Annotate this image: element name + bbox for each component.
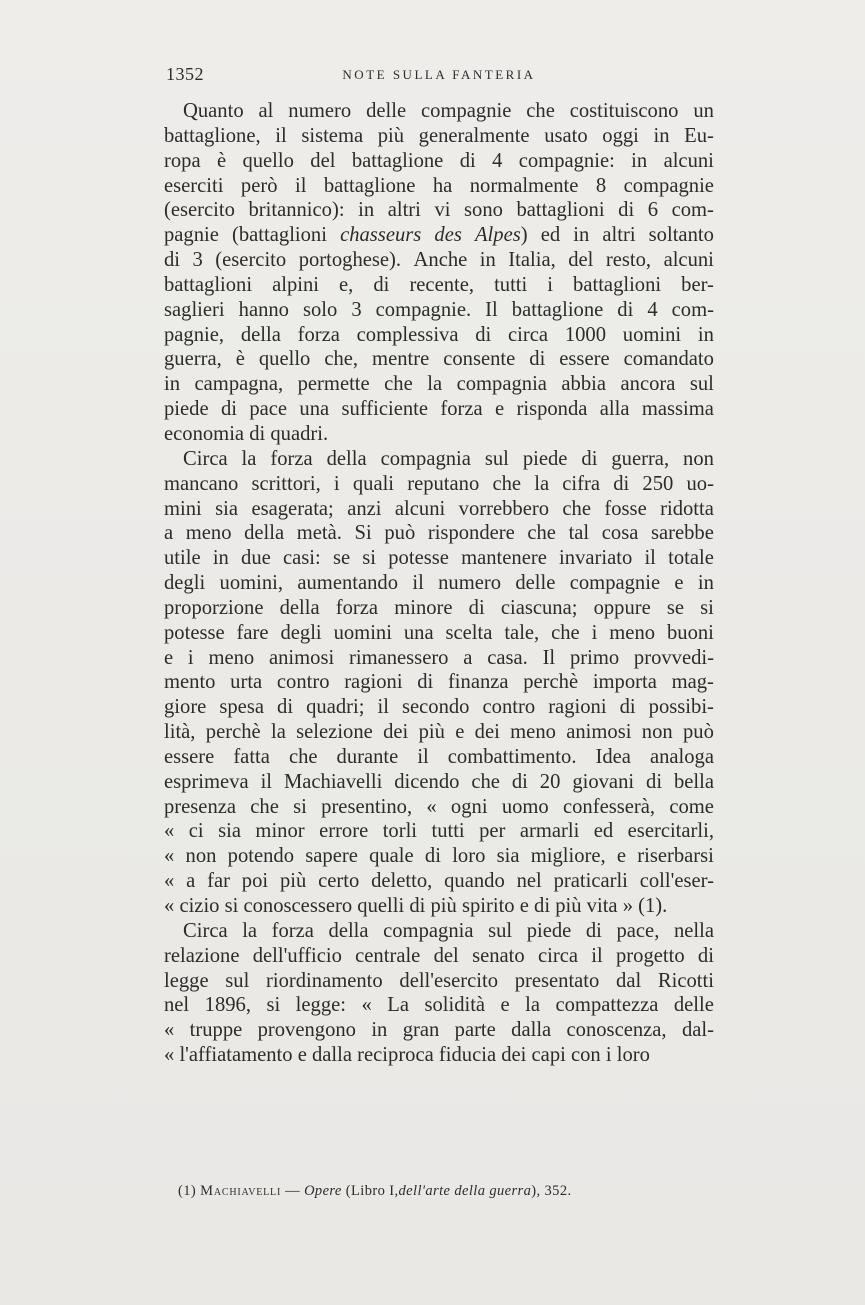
footnote-marker: (1): [178, 1183, 197, 1199]
text-line: mini sia esagerata; anzi alcuni vorrebbero che fosse ridotta: [164, 497, 714, 520]
text-line: pagnie (battaglioni chasseurs des Alpes) ed in altri soltanto: [164, 224, 714, 247]
text-line: « l'affiatamento e dalla reciproca fiducia dei capi con i loro: [164, 1044, 650, 1067]
text-line: « cizio si conoscessero quelli di più spirito e di più vita » (1).: [164, 895, 668, 917]
text-line: ropa è quello del battaglione di 4 compagnie: in alcuni: [164, 149, 714, 172]
text-line: « non potendo sapere quale di loro sia migliore, e riserbarsi: [164, 845, 714, 868]
text-line: Quanto al numero delle compagnie che costituiscono un: [183, 100, 714, 122]
text-line: Circa la forza della compagnia sul piede di guerra, non: [183, 447, 714, 470]
text-line: proporzione della forza minore di ciascuna; oppure se si: [164, 596, 714, 619]
paragraph: [164, 99, 714, 447]
text-line: economia di quadri.: [164, 422, 329, 445]
text-line: battaglione, il sistema più generalmente usato oggi in Eu-: [164, 124, 714, 147]
paragraph: [164, 919, 714, 1068]
footnote-ref-title: dell'arte della guerra: [398, 1183, 532, 1199]
body-text: [164, 99, 714, 1068]
text-line: legge sul riordinamento dell'esercito presentato dal Ricotti: [164, 969, 714, 992]
text-line: mancano scrittori, i quali reputano che la cifra di 250 uo-: [164, 472, 714, 495]
running-title: NOTE SULLA FANTERIA: [342, 67, 536, 82]
text-line: lità, perchè la selezione dei più e dei meno animosi non può: [164, 721, 714, 744]
page-number: 1352: [166, 64, 204, 84]
text-line: degli uomini, aumentando il numero delle compagnie e in: [164, 572, 714, 595]
text-line: esprimeva il Machiavelli dicendo che di 20 giovani di bella: [164, 770, 714, 793]
footnote-ref-close: ), 352.: [531, 1183, 572, 1199]
text-line: essere fatta che durante il combattimento. Idea analoga: [164, 745, 714, 768]
page-header: [166, 64, 712, 94]
text-line: nel 1896, si legge: « La solidità e la compattezza delle: [164, 994, 714, 1017]
text-line: relazione dell'ufficio centrale del senato circa il progetto di: [164, 944, 714, 967]
text-line: giore spesa di quadri; il secondo contro ragioni di possibi-: [164, 696, 714, 719]
text-line: potesse fare degli uomini una scelta tale, che i meno buoni: [164, 621, 714, 644]
text-line: « ci sia minor errore torli tutti per armarli ed esercitarli,: [164, 820, 714, 843]
footnote-author: Machiavelli: [200, 1183, 282, 1199]
text-line: guerra, è quello che, mentre consente di essere comandato: [164, 348, 714, 371]
text-line: di 3 (esercito portoghese). Anche in Italia, del resto, alcuni: [164, 249, 714, 272]
text-line: eserciti però il battaglione ha normalmente 8 compagnie: [164, 174, 714, 197]
footnote-separator: —: [285, 1183, 301, 1199]
text-line: e i meno animosi rimanessero a casa. Il primo provvedi-: [164, 646, 714, 669]
text-line: mento urta contro ragioni di finanza perchè importa mag-: [164, 671, 714, 694]
text-line: utile in due casi: se si potesse mantenere invariato il totale: [164, 547, 714, 570]
paragraph: [164, 447, 714, 919]
text-line: « a far poi più certo deletto, quando nel praticarli coll'eser-: [164, 870, 714, 893]
footnote-work: Opere: [304, 1183, 342, 1199]
text-line: presenza che si presentino, « ogni uomo confesserà, come: [164, 795, 714, 818]
text-line: « truppe provengono in gran parte dalla conoscenza, dal-: [164, 1019, 714, 1042]
text-line: saglieri hanno solo 3 compagnie. Il battaglione di 4 com-: [164, 298, 714, 321]
footnote-ref-open: (Libro I,: [345, 1183, 399, 1199]
text-line: in campagna, permette che la compagnia abbia ancora sul: [164, 373, 714, 396]
text-line: pagnie, della forza complessiva di circa 1000 uomini in: [164, 323, 714, 346]
text-line: Circa la forza della compagnia sul piede di pace, nella: [183, 919, 714, 942]
footnote: [178, 1183, 718, 1200]
text-line: piede di pace una sufficiente forza e risponda alla massima: [164, 398, 714, 421]
text-line: (esercito britannico): in altri vi sono battaglioni di 6 com-: [164, 199, 714, 222]
text-line: battaglioni alpini e, di recente, tutti i battaglioni ber-: [164, 273, 714, 296]
text-line: a meno della metà. Si può rispondere che tal cosa sarebbe: [164, 522, 714, 545]
